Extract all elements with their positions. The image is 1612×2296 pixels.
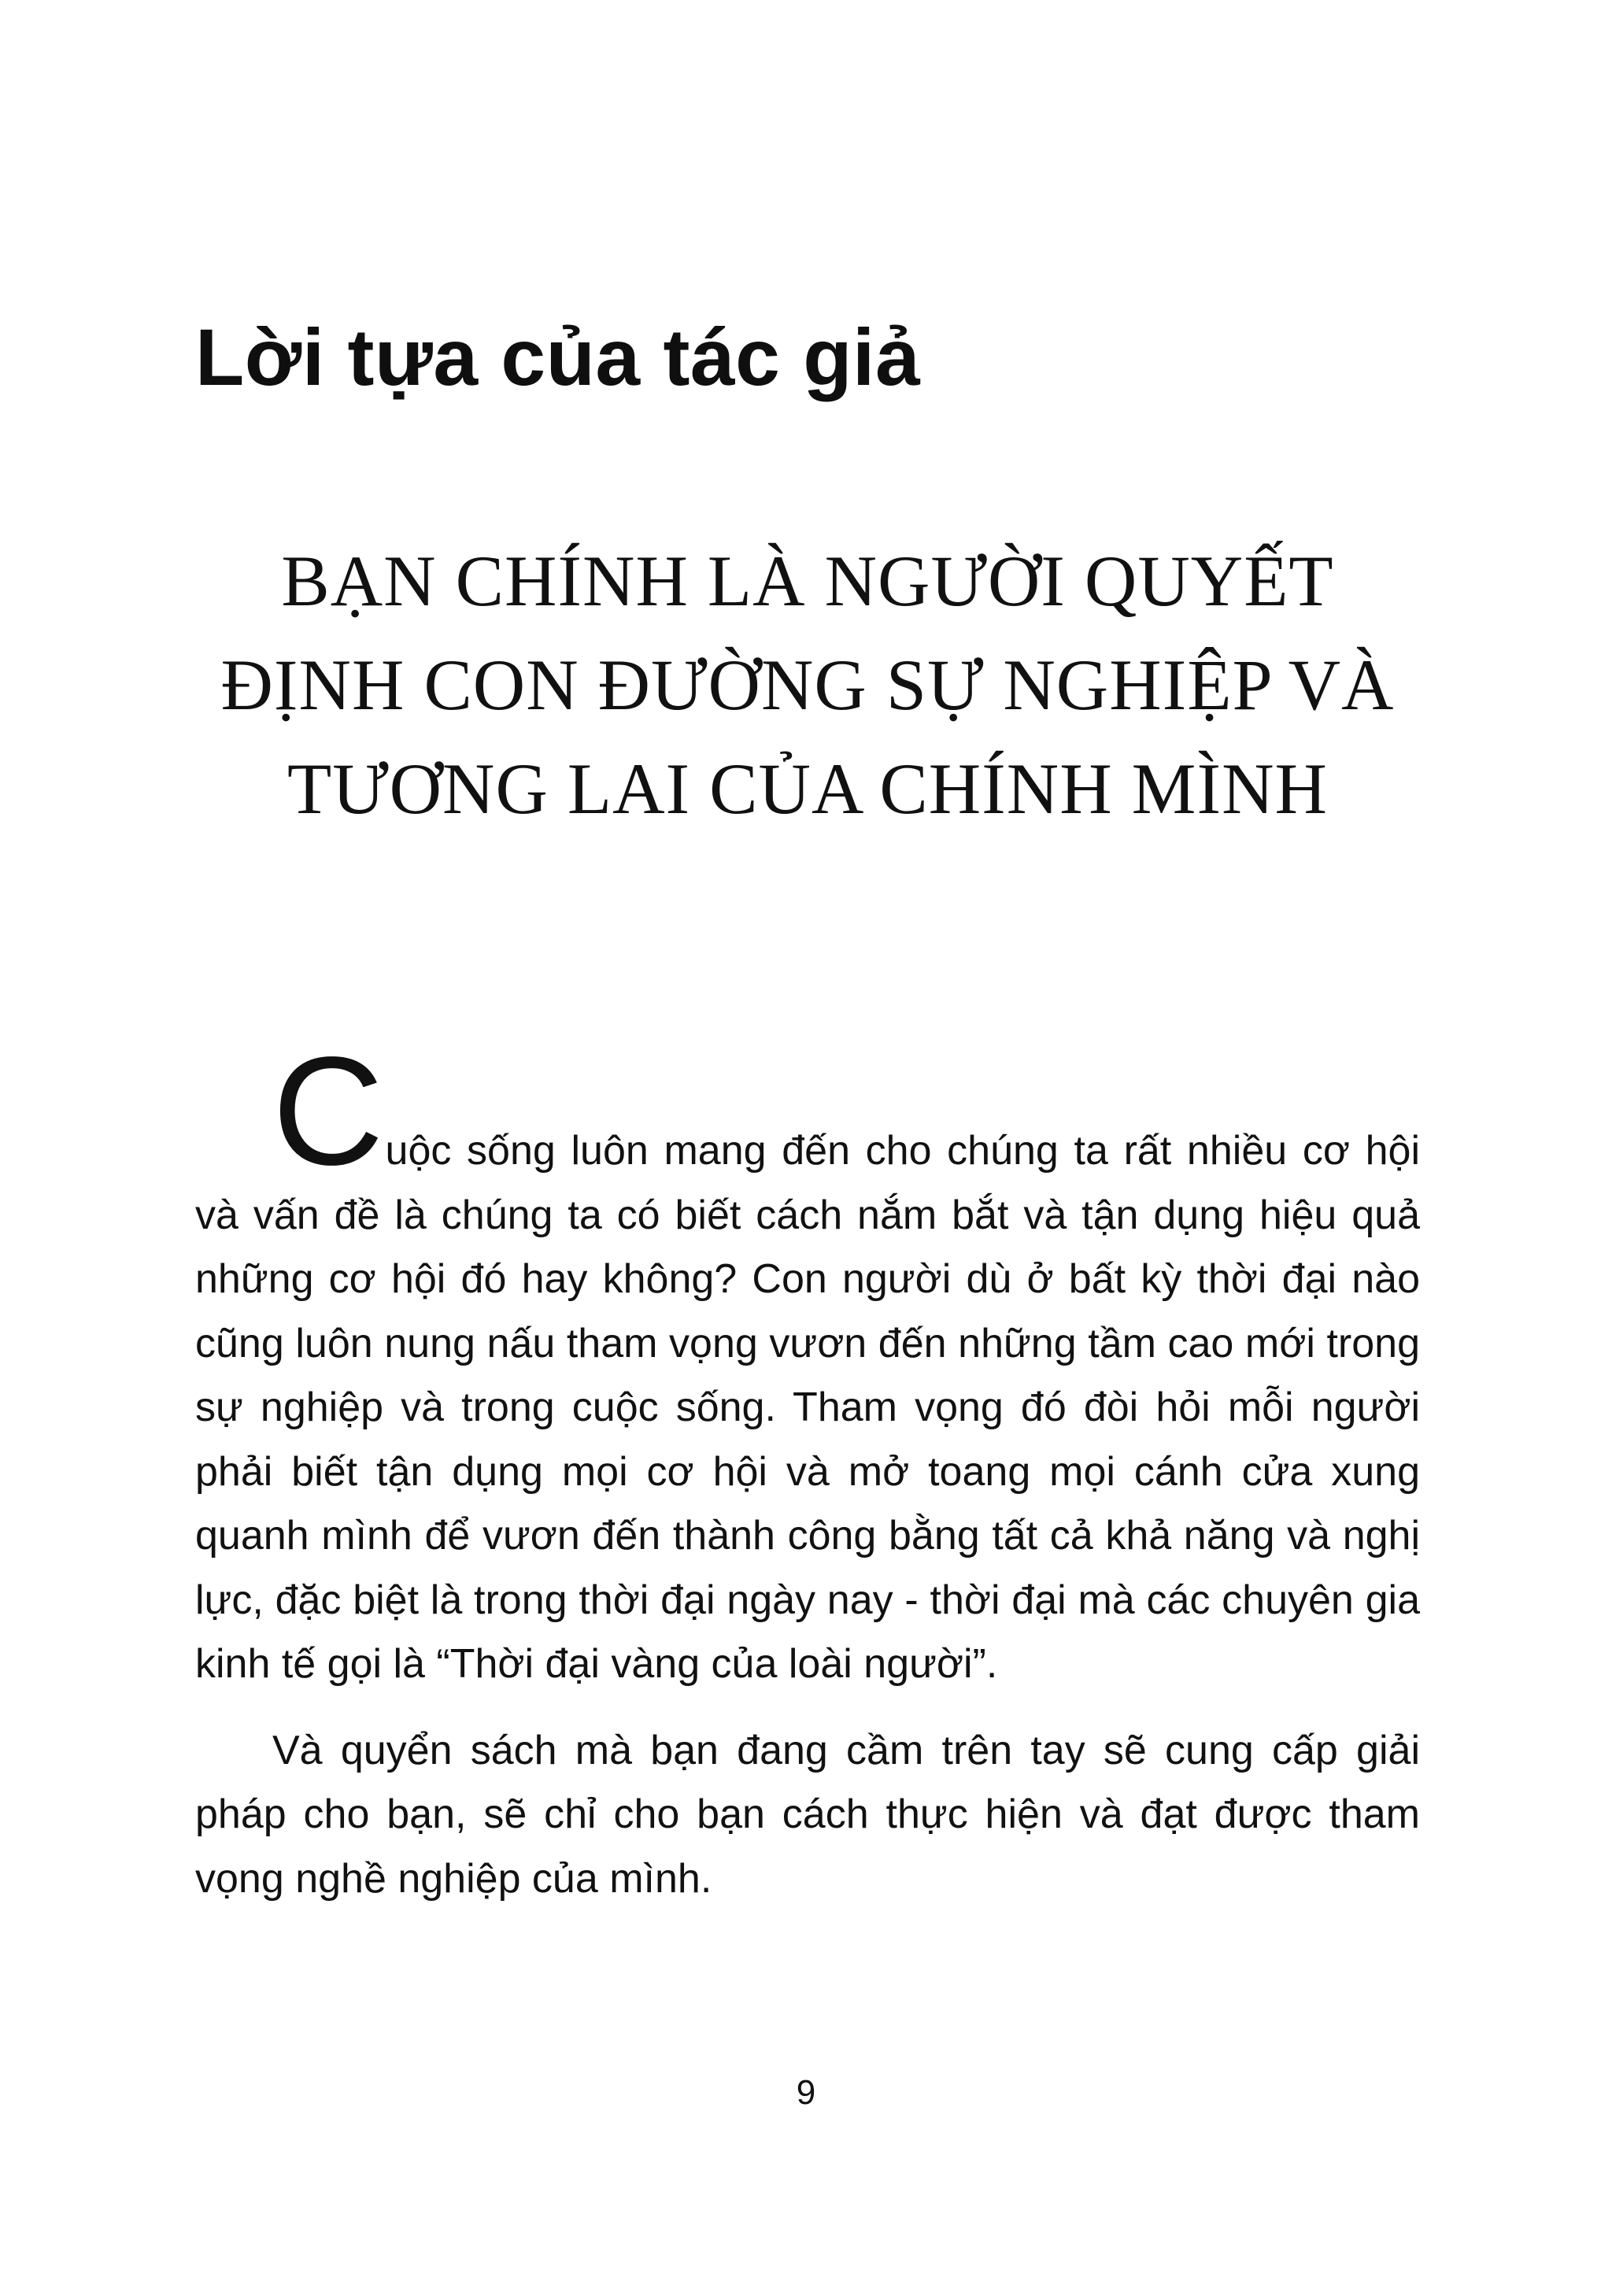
subtitle-line: BẠN CHÍNH LÀ NGƯỜI QUYẾT <box>281 541 1334 621</box>
chapter-subtitle <box>195 529 1420 841</box>
paragraph-1-text: uộc sống luôn mang đến cho chúng ta rất nhiều cơ hội và vấn đề là chúng ta có biết cách nắm bắt và tận dụng hiệu quả những cơ hội đó hay không? Con người dù ở bất kỳ thời đại nào cũng luôn nung nấu tham vọng vươn đến những tầm cao mới trong sự nghiệp và trong cuộc sống. Tham vọng đó đòi hỏi mỗi người phải biết tận dụng mọi cơ hội và mở toang mọi cánh cửa xung quanh mình để vươn đến thành công bằng tất cả khả năng và nghị lực, đặc biệt là trong thời đại ngày nay - thời đại mà các chuyên gia kinh tế gọi là “Thời đại vàng của loài người”. <box>195 1128 1420 1687</box>
paragraph-2: Và quyển sách mà bạn đang cầm trên tay sẽ cung cấp giải pháp cho bạn, sẽ chỉ cho bạn cách thực hiện và đạt được tham vọng nghề nghiệp của mình. <box>195 1727 1420 1902</box>
subtitle-line: TƯƠNG LAI CỦA CHÍNH MÌNH <box>287 749 1328 829</box>
subtitle-line: ĐỊNH CON ĐƯỜNG SỰ NGHIỆP VÀ <box>220 645 1395 725</box>
chapter-title: Lời tựa của tác giả <box>195 312 921 402</box>
body-text <box>195 1025 1420 1911</box>
paragraph-1 <box>195 1025 1420 1697</box>
page-number: 9 <box>796 2073 816 2112</box>
drop-cap: C <box>272 1025 384 1197</box>
